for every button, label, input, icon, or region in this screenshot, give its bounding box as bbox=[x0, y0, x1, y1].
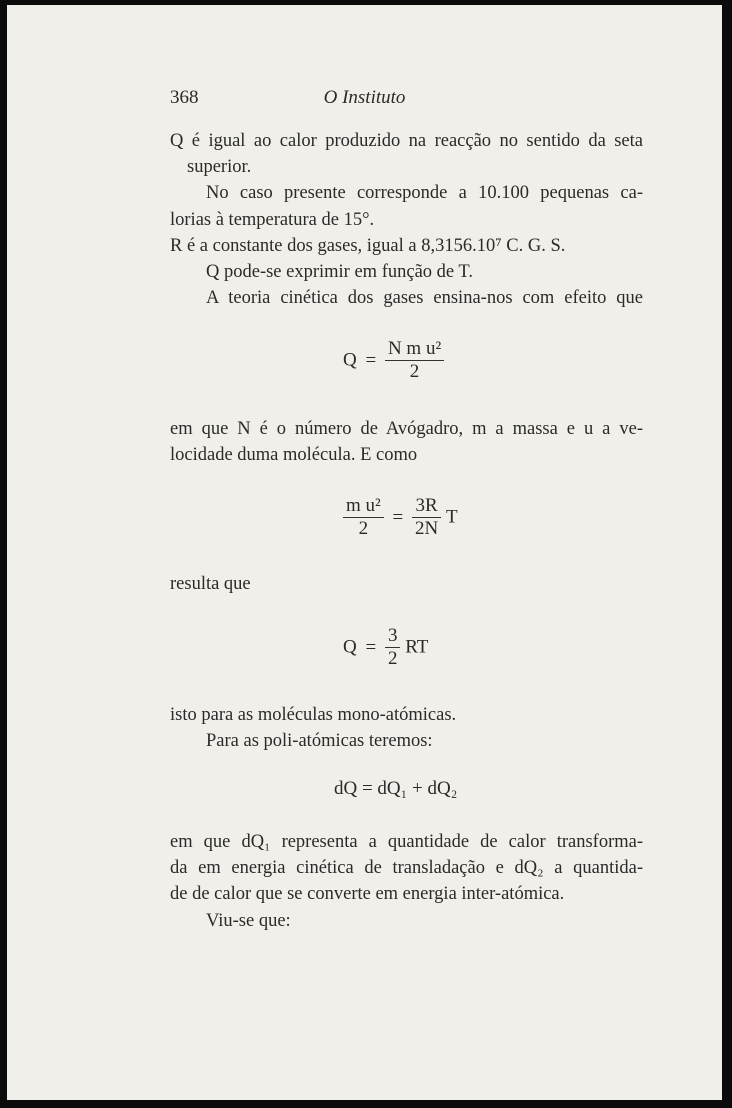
eq3-tail: RT bbox=[405, 636, 429, 658]
eq1-fraction bbox=[385, 338, 444, 383]
paragraph-line: R é a constante dos gases, igual a 8,3156.10⁷ C. G. S. bbox=[170, 235, 566, 256]
eq2-rhs-denominator: 2N bbox=[414, 518, 439, 539]
paragraph-line: Q é igual ao calor produzido na reacção no sentido da seta bbox=[170, 131, 643, 151]
text-block-5 bbox=[170, 829, 643, 934]
eq1-denominator: 2 bbox=[409, 361, 420, 382]
paragraph-line: isto para as moléculas mono-atómicas. bbox=[170, 705, 457, 725]
equation-1 bbox=[343, 338, 444, 383]
running-title: O Instituto bbox=[323, 87, 406, 108]
paragraph-line: superior. bbox=[187, 157, 252, 178]
paragraph-line: da em energia cinética de transladação e dQ₂ a quantida- bbox=[170, 858, 643, 879]
eq3-fraction bbox=[385, 625, 401, 670]
paragraph-line: em que N é o número de Avógadro, m a massa e u a ve- bbox=[170, 419, 643, 439]
eq1-lhs: Q bbox=[343, 349, 357, 371]
paragraph-line: locidade duma molécula. E como bbox=[170, 445, 418, 466]
page-header bbox=[7, 87, 722, 113]
paragraph-line: Q pode-se exprimir em função de T. bbox=[206, 262, 473, 283]
paragraph-line: Viu-se que: bbox=[206, 910, 291, 931]
text-block-2 bbox=[170, 416, 643, 468]
eq2-lhs-numerator: m u² bbox=[343, 495, 384, 518]
eq3-numerator: 3 bbox=[385, 625, 401, 648]
eq1-op: = bbox=[365, 349, 377, 371]
eq2-rhs-numerator: 3R bbox=[412, 495, 441, 518]
eq2-lhs-denominator: 2 bbox=[358, 518, 369, 539]
eq2-tail: T bbox=[445, 506, 458, 528]
paragraph-line: resulta que bbox=[170, 574, 251, 594]
paragraph-line: de de calor que se converte em energia inter-atómica. bbox=[170, 884, 565, 905]
paragraph-line: Para as poli-atómicas teremos: bbox=[206, 731, 433, 752]
text-block-3 bbox=[170, 571, 643, 597]
book-page bbox=[7, 5, 722, 1100]
eq2-rhs-fraction bbox=[412, 495, 441, 540]
paragraph-line: em que dQ₁ representa a quantidade de calor transforma- bbox=[170, 832, 643, 852]
equation-3 bbox=[343, 625, 428, 670]
paragraph-line: No caso presente corresponde a 10.100 pequenas ca- bbox=[206, 183, 643, 204]
text-block-4 bbox=[170, 702, 643, 754]
eq3-op: = bbox=[365, 636, 377, 658]
page-number: 368 bbox=[170, 87, 199, 108]
eq1-numerator: N m u² bbox=[385, 338, 444, 361]
eq2-lhs-fraction bbox=[343, 495, 384, 540]
text-block-1 bbox=[170, 128, 643, 311]
equation-4: dQ = dQ₁ + dQ₂ bbox=[334, 778, 458, 799]
paragraph-line: A teoria cinética dos gases ensina-nos com efeito que bbox=[206, 288, 643, 309]
eq3-lhs: Q bbox=[343, 636, 357, 658]
eq2-op: = bbox=[392, 506, 404, 528]
equation-2 bbox=[343, 495, 458, 540]
paragraph-line: lorias à temperatura de 15°. bbox=[170, 209, 375, 230]
eq3-denominator: 2 bbox=[387, 648, 398, 669]
